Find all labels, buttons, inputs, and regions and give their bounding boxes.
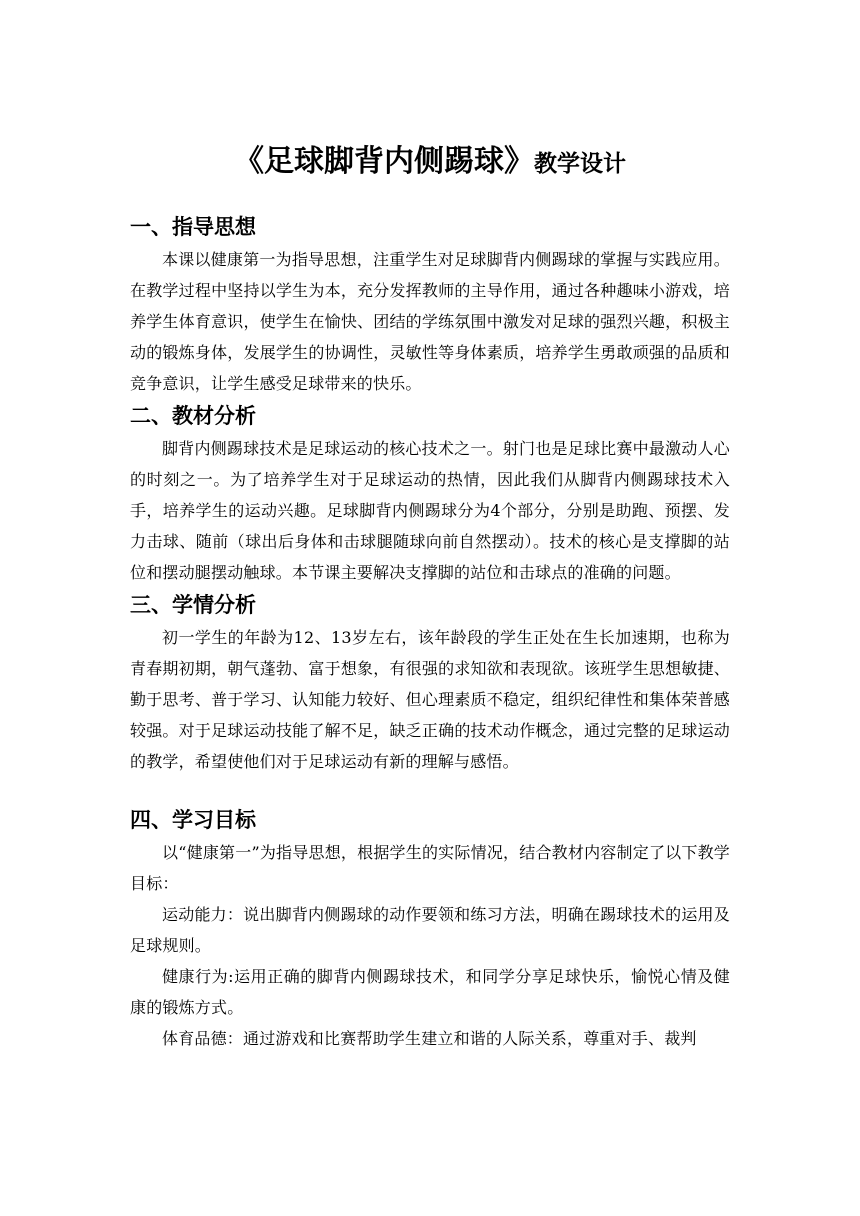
paragraph: 初一学生的年龄为12、13岁左右，该年龄段的学生正处在生长加速期，也称为青春期初期，朝气蓬勃、富于想象，有很强的求知欲和表现欲。该班学生思想敏捷、勤于思考、普于学习、认知能力较好、但心理素质不稳定，组织纪律性和集体荣普感较强。对于足球运动技能了解不足，缺乏正确的技术动作概念，通过完整的足球运动的教学，希望使他们对于足球运动有新的理解与感悟。: [130, 628, 730, 771]
document-page: [130, 140, 730, 1054]
document-title: [130, 140, 730, 184]
section-heading: 二、教材分析: [130, 404, 256, 428]
document-title-main: 《足球脚背内侧踢球》: [234, 144, 534, 179]
section-heading: 一、指导思想: [130, 215, 256, 239]
paragraph: 健康行为:运用正确的脚背内侧踢球技术，和同学分享足球快乐，愉悦心情及健康的锻炼方式。: [130, 967, 730, 1017]
section-heading: 四、学习目标: [130, 808, 256, 832]
section-spacer: [130, 777, 730, 803]
paragraph: 体育品德：通过游戏和比赛帮助学生建立和谐的人际关系，尊重对手、裁判: [162, 1029, 697, 1048]
section-heading: 三、学情分析: [130, 593, 256, 617]
document-title-sub: 教学设计: [534, 150, 626, 177]
section-student-analysis: [130, 588, 730, 777]
paragraph: 脚背内侧踢球技术是足球运动的核心技术之一。射门也是足球比赛中最激动人心的时刻之一。为了培养学生对于足球运动的热情，因此我们从脚背内侧踢球技术入手，培养学生的运动兴趣。足球脚背内侧踢球分为4个部分，分别是助跑、预摆、发力击球、随前（球出后身体和击球腿随球向前自然摆动）。技术的核心是支撑脚的站位和摆动腿摆动触球。本节课主要解决支撑脚的站位和击球点的准确的问题。: [130, 439, 730, 582]
paragraph: 本课以健康第一为指导思想，注重学生对足球脚背内侧踢球的掌握与实践应用。在教学过程中坚持以学生为本，充分发挥教师的主导作用，通过各种趣味小游戏，培养学生体育意识，使学生在愉快、团结的学练氛围中激发对足球的强烈兴趣，积极主动的锻炼身体，发展学生的协调性，灵敏性等身体素质，培养学生勇敢顽强的品质和竞争意识，让学生感受足球带来的快乐。: [130, 250, 730, 393]
paragraph: 运动能力：说出脚背内侧踢球的动作要领和练习方法，明确在踢球技术的运用及足球规则。: [130, 905, 730, 955]
section-material-analysis: [130, 399, 730, 588]
section-guiding-ideology: [130, 210, 730, 399]
paragraph: 以“健康第一”为指导思想，根据学生的实际情况，结合教材内容制定了以下教学目标：: [130, 843, 730, 893]
section-learning-objectives: [130, 803, 730, 1054]
